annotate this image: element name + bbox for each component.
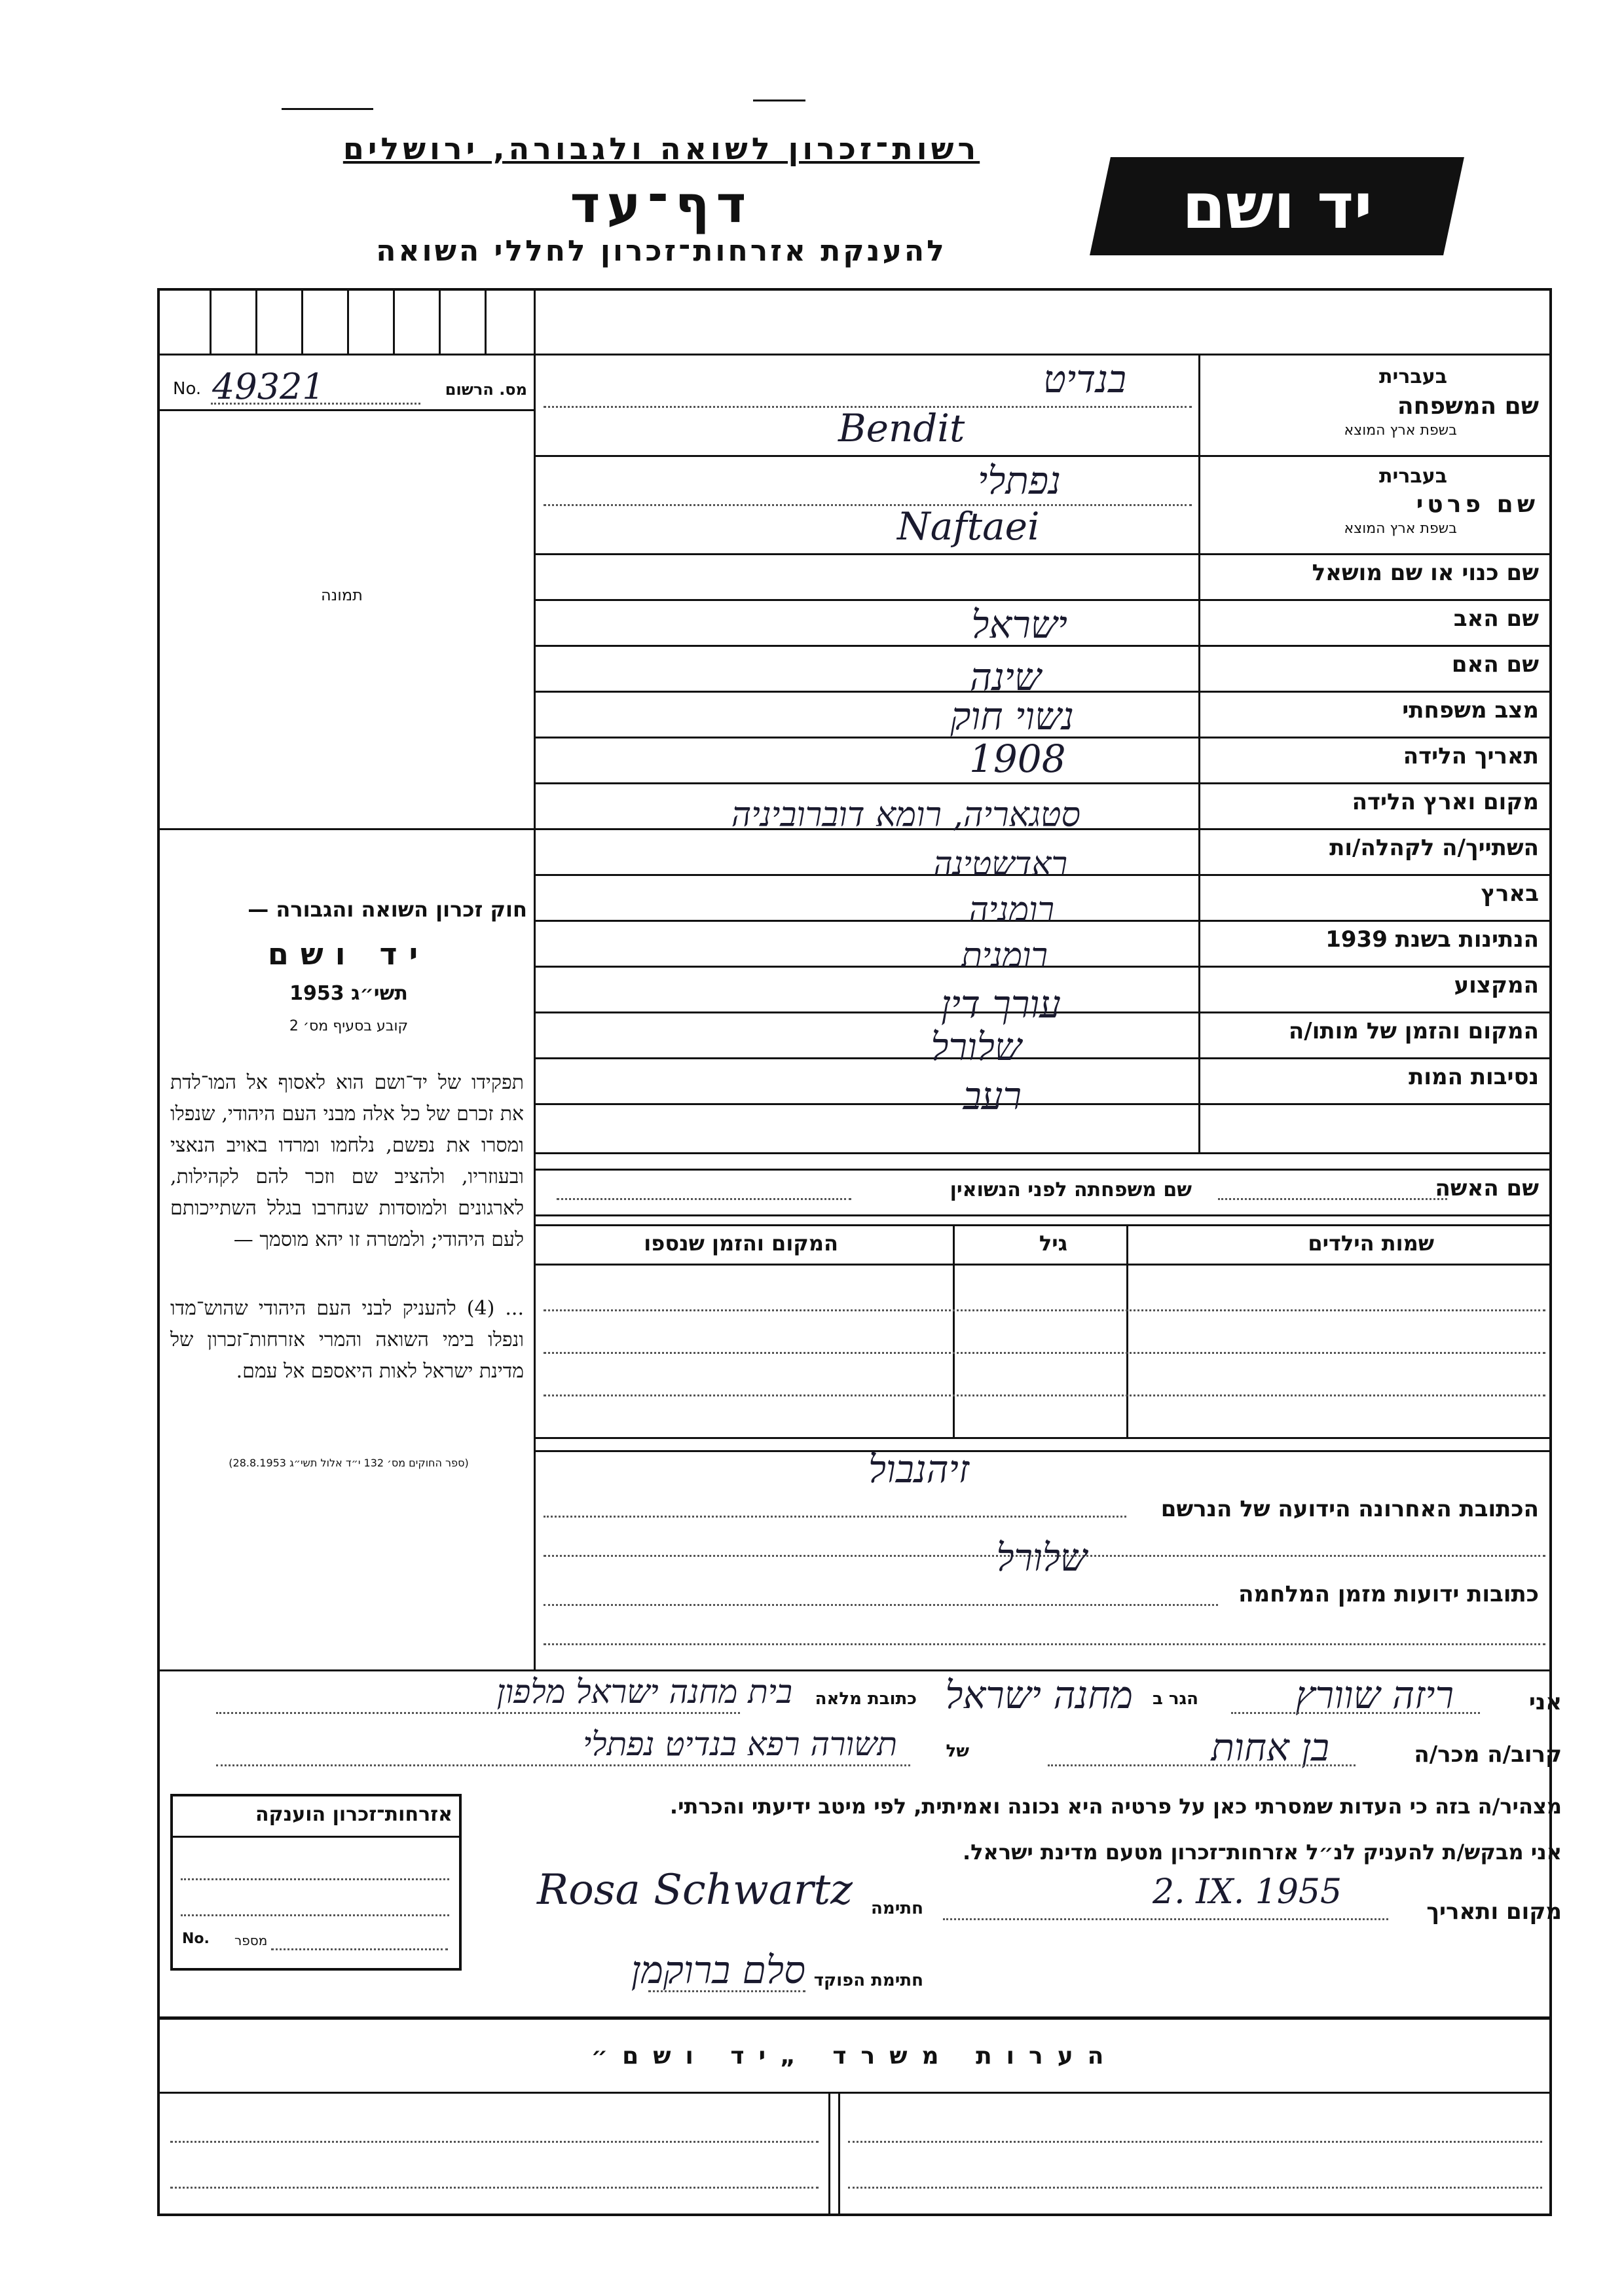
wife-label: שם האשה (1435, 1175, 1539, 1201)
death-place-value: שלורל (931, 1025, 1022, 1069)
request-text: אני מבקש/ת להעניק לנ״ל אזרחות־זכרון מטעם מדינת ישראל. (963, 1840, 1562, 1865)
notes-dots (848, 2141, 1542, 2143)
citizenship-box (170, 1794, 462, 1971)
birthdate-value: 1908 (969, 737, 1066, 781)
father-label: שם האב (1453, 606, 1539, 632)
given-name-orig: Naftaei (897, 504, 1040, 549)
family-name-he: בנדיט (1043, 357, 1126, 401)
of-label: של (946, 1741, 969, 1761)
relation-label: קרוב/ה מכר/ה (1414, 1741, 1562, 1768)
given-name-he: נפתלי (978, 458, 1061, 503)
death-place-label: המקום והזמן של מותו/ה (1288, 1018, 1539, 1044)
citizenship-box-title: אזרחות־זכרון הוענקה (255, 1803, 452, 1826)
registry-no-value: 49321 (212, 366, 325, 407)
declare-text: מצהיר/ה בזה כי העדות שמסרתי כאן על פרטיה היא נכונה ואמיתית, לפי מיטב ידיעתי והכרתי. (669, 1794, 1562, 1819)
death-circ-value: רעב (963, 1074, 1022, 1118)
scan-mark (282, 108, 373, 110)
last-address-label: הכתובת האחרונה הידועה של הנרשם (1160, 1496, 1539, 1522)
birthplace-value: סטגאריה, רומא דוברוביניה (731, 795, 1080, 835)
death-circ-label: נסיבות המות (1409, 1064, 1539, 1090)
signature-value: Rosa Schwartz (537, 1866, 853, 1914)
birthdate-label: תאריך הלידה (1403, 743, 1539, 769)
form-subtitle: להענקת אזרחות־זכרון לחללי השואה (376, 234, 947, 268)
photo-label: תמונה (321, 586, 363, 604)
profession-label: המקצוע (1454, 972, 1539, 998)
notes-divider (828, 2092, 830, 2216)
country-label: בארץ (1481, 881, 1539, 907)
divider (157, 409, 536, 411)
divider (157, 1669, 1552, 1671)
community-value: ראדשטינה (933, 845, 1067, 883)
notes-title: הערות משרד „יד ושם״ (591, 2043, 1118, 2069)
wife-dots (1218, 1198, 1447, 1200)
divider (157, 354, 1552, 355)
wartime-address-label: כתובות ידועות מזמן המלחמה (1238, 1581, 1539, 1607)
marital-value: נשוי חוק (950, 694, 1074, 738)
inner-dots (544, 504, 1192, 506)
father-value: ישראל (971, 602, 1067, 647)
notes-dots (848, 2187, 1542, 2189)
form-title: דף־עד (570, 175, 753, 234)
children-col-age: גיל (1039, 1231, 1067, 1256)
law-year: תשי״ג 1953 (289, 982, 408, 1005)
citizenship-value: רומנית (961, 936, 1048, 975)
notes-dots (170, 2141, 819, 2143)
children-col-place: המקום והזמן שנספו (644, 1231, 838, 1256)
authority-title: רשות־זכרון לשואה ולגבורה, ירושלים (342, 131, 980, 166)
of-value: תשורה רפא בנדיט נפתלי (583, 1725, 897, 1763)
maiden-dots (557, 1198, 851, 1200)
community-label: השתייך/ה לקהלה/ות (1329, 835, 1539, 861)
family-name-label: שם המשפחה (1397, 393, 1539, 420)
notes-divider (838, 2092, 840, 2216)
divider (157, 2092, 1552, 2094)
divider (536, 1214, 1552, 1216)
mother-value: שינה (969, 655, 1041, 699)
hebrew-label: בעברית (1379, 465, 1447, 488)
divider (536, 1169, 1552, 1171)
origin-lang-label: בשפת ארץ המוצא (1344, 520, 1457, 537)
profession-value: עורך דין (940, 982, 1061, 1027)
law-name: יד ושם (267, 936, 430, 972)
wartime-address-value: שלורל (996, 1535, 1087, 1580)
last-address-value: זיהנבול (868, 1447, 969, 1491)
law-source: (ספר החוקים מס׳ 132 י״ד אלול תשי״ג 28.8.1953) (229, 1457, 469, 1469)
resides-value: מחנה ישראל (945, 1673, 1133, 1717)
law-heading: חוק זכרון השואה והגבורה — (248, 897, 527, 922)
notes-dots (170, 2187, 819, 2189)
place-date-label: מקום ותאריך (1426, 1899, 1562, 1925)
ani-label: אני (1528, 1689, 1562, 1715)
address-label: כתובת מלאה (815, 1689, 917, 1709)
label-divider (1198, 354, 1200, 1152)
children-col-names: שמות הילדים (1308, 1231, 1434, 1256)
divider (157, 828, 536, 830)
column-divider (534, 288, 536, 1669)
date-value: 2. IX. 1955 (1153, 1872, 1342, 1912)
birthplace-label: מקום וארץ הלידה (1352, 789, 1539, 815)
maiden-label: שם משפחתה לפני הנשואין (950, 1178, 1192, 1201)
ani-value: ריזה שוורץ (1295, 1673, 1454, 1717)
divider (157, 2016, 1552, 2020)
law-section-ref: קובע בסעיף מס׳ 2 (289, 1018, 409, 1034)
family-name-orig: Bendit (838, 406, 965, 450)
relation-value: בן אחות (1211, 1725, 1329, 1770)
citizenship-box-num: מספר (234, 1933, 268, 1948)
hebrew-label: בעברית (1379, 365, 1447, 388)
address-value: בית מחנה ישראל מלפון (496, 1673, 792, 1711)
resides-label: הגר ב (1152, 1689, 1198, 1709)
law-body-2: ... (4) להעניק לבני העם היהודי שהוש־מדו ונפלו בימי השואה והמרי אזרחות־זכרון של מדינת ישראל לאות היאספם אל עמם. (170, 1297, 524, 1383)
given-name-label: שם פרטי (1416, 491, 1539, 518)
law-body-1: תפקידו של יד־ושם הוא לאסוף אל המו־לדת את זכרם של כל אלה מבני העם היהודי, שנפלו ומסרו את נפשם, נלחמו ומרדו באויב הנאצי ובעוזריו, ולהציב שם וזכר להם לקהילות, לארגונים ולמוסדות שנחרבו בגלל השתייכותם לעם היהודי; ולמטרה זו יהא מוסמך — (170, 1071, 524, 1251)
marital-label: מצב משפחתי (1402, 697, 1539, 723)
yad-vashem-logo: יד ושם (1090, 157, 1464, 255)
registry-number (170, 366, 527, 409)
officer-label: חתימת הפוקד (813, 1971, 923, 1990)
nickname-label: שם כנוי או שם מושאל (1312, 560, 1539, 586)
origin-lang-label: בשפת ארץ המוצא (1344, 422, 1457, 439)
no-label: No. (173, 379, 202, 399)
reg-label: מס. הרשום (445, 380, 527, 399)
scan-mark (753, 100, 805, 101)
citizenship-box-no: No. (182, 1931, 210, 1947)
country-value: רומניה (969, 890, 1054, 930)
officer-value: סלם ברוקמן (631, 1948, 805, 1992)
signature-label: חתימה (871, 1899, 923, 1918)
citizenship-label: הנתינות בשנת 1939 (1325, 926, 1539, 953)
mother-label: שם האם (1451, 651, 1539, 678)
